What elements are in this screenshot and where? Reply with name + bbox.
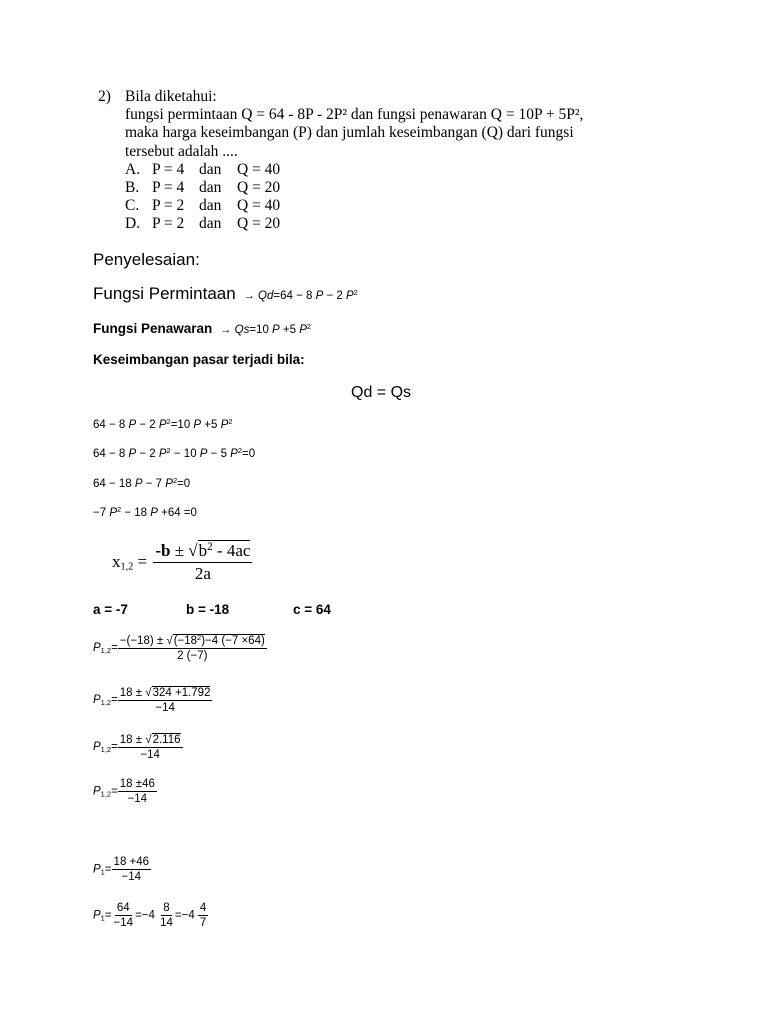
demand-equation: → Qd=64 − 8 P − 2 $P^2$	[240, 287, 358, 302]
option-a: A. P = 4 dan Q = 40	[125, 160, 281, 178]
root-step-2: $P_{1,2}=$ $\frac{18 \pm √324 +1.792}{-14}$	[93, 687, 211, 714]
demand-label: Fungsi Permintaan	[93, 284, 236, 303]
coefficient-b: b = -18	[186, 602, 230, 617]
coefficient-c: c = 64	[293, 602, 331, 617]
coefficient-a: a = -7	[93, 602, 128, 617]
supply-equation: → Qs=10 P +5 $P^2$	[216, 321, 312, 336]
question-line-4: tersebut adalah ....	[125, 142, 238, 160]
root-p1-step-1: $P_1=$ $\frac{18 +46}{-14}$	[93, 856, 150, 883]
root-step-4: $P_{1,2}=$ $\frac{18 \pm 46}{-14}$	[93, 778, 155, 805]
equilibrium-condition: Qd = Qs	[351, 384, 412, 401]
question-line-3: maka harga keseimbangan (P) dan jumlah keseimbangan (Q) dari fungsi	[125, 124, 574, 142]
supply-function	[93, 320, 311, 338]
root-step-1: $P_{1,2}=$ $\frac{-(-18) \pm √(-18^2)-4 (-7 \times 64)}{2 (-7)}$	[93, 632, 265, 662]
equation-step-2: 64 − 8 P − 2 $P^2 - 10$ P − 5 $P^2=0$	[93, 445, 256, 460]
question-number: 2)	[98, 88, 111, 105]
demand-function	[93, 284, 358, 304]
equilibrium-text: Keseimbangan pasar terjadi bila:	[93, 352, 305, 367]
option-d: D. P = 2 dan Q = 20	[125, 215, 281, 233]
root-p1-step-2: $P_1=$ $\frac{64}{-14}$ =−4 $\frac{8}{14}$ =−4 $\frac{4}{7}$	[93, 902, 207, 929]
option-c: C. P = 2 dan Q = 40	[125, 197, 281, 215]
question-line-2: fungsi permintaan Q = 64 - 8P - 2P² dan fungsi penawaran Q = 10P + 5P²,	[125, 106, 584, 124]
option-b: B. P = 4 dan Q = 20	[125, 179, 281, 197]
equation-step-1: 64 − 8 P − 2 $P^2=10$ P +5 $P^2$	[93, 416, 233, 431]
equation-step-4: −7 $P^2 - 18$ P +64 =0	[93, 504, 197, 519]
equation-step-3: 64 − 18 P − 7 $P^2=0$	[93, 475, 191, 490]
question-line-1: Bila diketahui:	[125, 88, 217, 105]
supply-label: Fungsi Penawaran	[93, 321, 213, 336]
quadratic-formula: $x_{1,2}$ = $\frac{-b \pm √b^2 - 4ac}{2a}$	[112, 540, 251, 583]
root-step-3: $P_{1,2}=$ $\frac{18 \pm √2.116}{-14}$	[93, 734, 181, 761]
question-block	[98, 88, 628, 234]
solution-heading: Penyelesaian:	[93, 250, 200, 269]
